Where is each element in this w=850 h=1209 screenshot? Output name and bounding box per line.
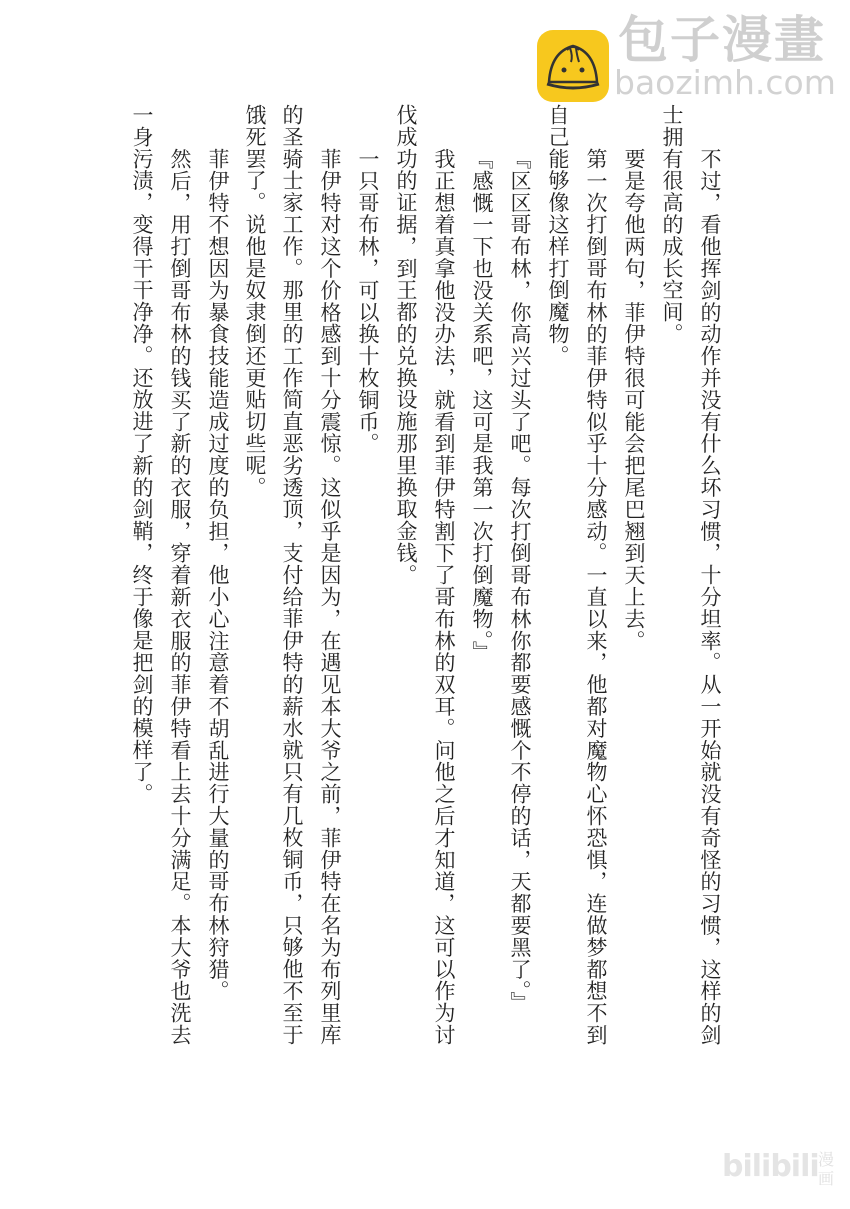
bilibili-watermark: bilibili — [722, 1149, 819, 1184]
site-url-watermark: baozimh.com — [614, 63, 836, 102]
text-column: 伐成功的证据，到王都的兑换设施那里换取金钱。 — [394, 104, 418, 586]
text-column: 饿死罢了。说他是奴隶倒还更贴切些呢。 — [243, 104, 267, 499]
text-column: 『区区哥布林，你高兴过头了吧。每次打倒哥布林你都要感慨个不停的话，天都要黑了。』 — [508, 148, 532, 1014]
text-column: 一身污渍，变得干干净净。还放进了新的剑鞘，终于像是把剑的模样了。 — [130, 104, 154, 805]
text-column: 菲伊特不想因为暴食技能造成过度的负担，他小心注意着不胡乱进行大量的哥布林狩猎。 — [206, 148, 230, 1003]
text-column: 自己能够像这样打倒魔物。 — [546, 104, 570, 367]
text-column: 『感慨一下也没关系吧，这可是我第一次打倒魔物。』 — [470, 148, 494, 664]
text-column: 不过，看他挥剑的动作并没有什么坏习惯，十分坦率。从一开始就没有奇怪的习惯，这样的剑 — [698, 148, 722, 1046]
text-column: 菲伊特对这个价格感到十分震惊。这似乎是因为，在遇见本大爷之前，菲伊特在名为布列里库 — [318, 148, 342, 1046]
text-column: 要是夸他两句，菲伊特很可能会把尾巴翘到天上去。 — [622, 148, 646, 652]
bilibili-manga-watermark: 漫画 — [818, 1150, 835, 1188]
text-column: 士拥有很高的成长空间。 — [660, 104, 684, 345]
text-column: 然后，用打倒哥布林的钱买了新的衣服，穿着新衣服的菲伊特看上去十分满足。本大爷也洗去 — [168, 148, 192, 1046]
bun-logo-icon — [537, 30, 609, 102]
text-column: 一只哥布林，可以换十枚铜币。 — [356, 148, 380, 455]
text-column: 我正想着真拿他没办法，就看到菲伊特割下了哥布林的双耳。问他之后才知道，这可以作为讨 — [432, 148, 456, 1046]
text-column: 第一次打倒哥布林的菲伊特似乎十分感动。一直以来，他都对魔物心怀恐惧，连做梦都想不到 — [584, 148, 608, 1046]
site-name-watermark: 包子漫畫 — [618, 11, 826, 69]
text-column: 的圣骑士家工作。那里的工作简直恶劣透顶，支付给菲伊特的薪水就只有几枚铜币，只够他不至于 — [280, 104, 304, 1046]
